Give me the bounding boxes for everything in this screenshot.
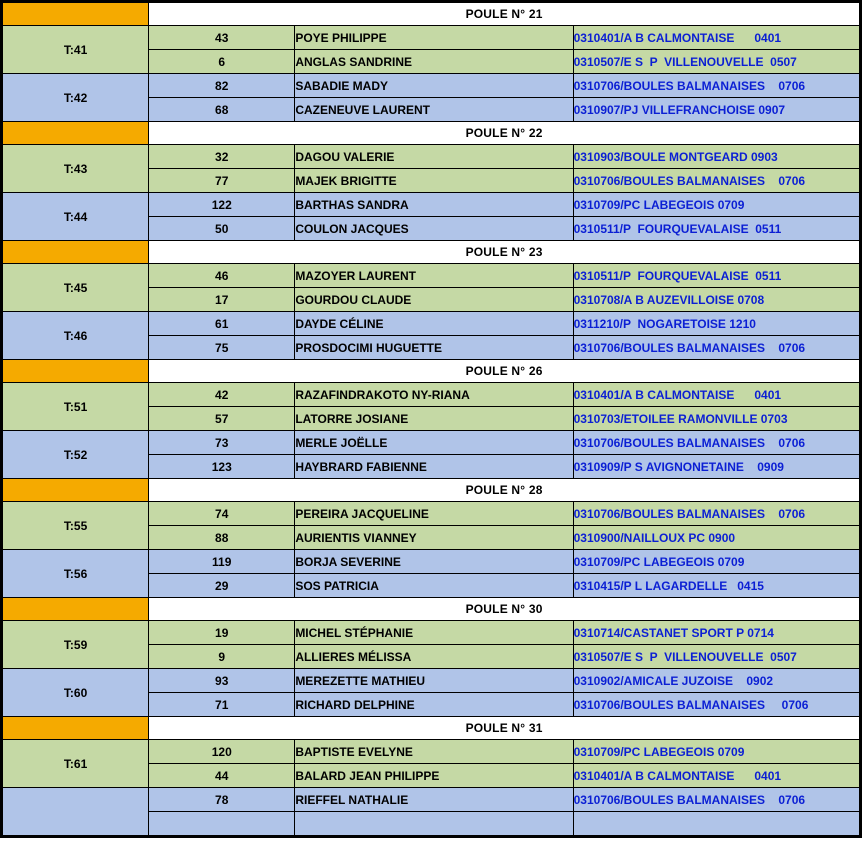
table-row	[3, 669, 860, 693]
team-label: T:59	[3, 621, 149, 669]
player-number: 32	[149, 145, 295, 169]
poule-title: POULE N° 23	[149, 241, 860, 264]
player-number: 9	[149, 645, 295, 669]
poule-header-row	[3, 479, 860, 502]
player-club: 0310708/A B AUZEVILLOISE 0708	[573, 288, 859, 312]
player-name: RAZAFINDRAKOTO NY-RIANA	[295, 383, 573, 407]
player-number: 78	[149, 788, 295, 812]
player-number: 46	[149, 264, 295, 288]
player-number: 73	[149, 431, 295, 455]
table-row	[3, 74, 860, 98]
player-club: 0310401/A B CALMONTAISE 0401	[573, 26, 859, 50]
player-club: 0310401/A B CALMONTAISE 0401	[573, 383, 859, 407]
player-club: 0310706/BOULES BALMANAISES 0706	[573, 74, 859, 98]
player-number: 29	[149, 574, 295, 598]
player-name: COULON JACQUES	[295, 217, 573, 241]
table-row	[3, 740, 860, 764]
player-club: 0310706/BOULES BALMANAISES 0706	[573, 502, 859, 526]
player-name: MICHEL STÉPHANIE	[295, 621, 573, 645]
poule-title: POULE N° 31	[149, 717, 860, 740]
player-name: GOURDOU CLAUDE	[295, 288, 573, 312]
player-club: 0310415/P L LAGARDELLE 0415	[573, 574, 859, 598]
player-name: HAYBRARD FABIENNE	[295, 455, 573, 479]
player-name: PROSDOCIMI HUGUETTE	[295, 336, 573, 360]
poule-header-row	[3, 241, 860, 264]
player-club: 0310709/PC LABEGEOIS 0709	[573, 550, 859, 574]
player-number: 120	[149, 740, 295, 764]
player-name: BALARD JEAN PHILIPPE	[295, 764, 573, 788]
table-row	[3, 193, 860, 217]
team-label: T:41	[3, 26, 149, 74]
player-club	[573, 812, 859, 836]
team-label: T:44	[3, 193, 149, 241]
player-club: 0310903/BOULE MONTGEARD 0903	[573, 145, 859, 169]
table-row	[3, 26, 860, 50]
player-number: 77	[149, 169, 295, 193]
poule-tag	[3, 3, 149, 26]
player-name: POYE PHILIPPE	[295, 26, 573, 50]
player-number: 43	[149, 26, 295, 50]
table-row	[3, 431, 860, 455]
table-row	[3, 145, 860, 169]
table-row	[3, 550, 860, 574]
player-name: RIEFFEL NATHALIE	[295, 788, 573, 812]
poules-table-body	[3, 3, 860, 836]
player-number	[149, 812, 295, 836]
player-number: 88	[149, 526, 295, 550]
table-row	[3, 312, 860, 336]
player-number: 44	[149, 764, 295, 788]
poule-tag	[3, 360, 149, 383]
player-club: 0311210/P NOGARETOISE 1210	[573, 312, 859, 336]
poule-tag	[3, 122, 149, 145]
player-number: 82	[149, 74, 295, 98]
team-label: T:56	[3, 550, 149, 598]
player-name: BORJA SEVERINE	[295, 550, 573, 574]
player-name: MERLE JOËLLE	[295, 431, 573, 455]
player-name: BAPTISTE EVELYNE	[295, 740, 573, 764]
player-name: BARTHAS SANDRA	[295, 193, 573, 217]
player-club: 0310902/AMICALE JUZOISE 0902	[573, 669, 859, 693]
poule-title: POULE N° 30	[149, 598, 860, 621]
player-name: DAYDE CÉLINE	[295, 312, 573, 336]
poule-header-row	[3, 360, 860, 383]
poule-tag	[3, 717, 149, 740]
player-name: AURIENTIS VIANNEY	[295, 526, 573, 550]
poule-title: POULE N° 26	[149, 360, 860, 383]
player-number: 123	[149, 455, 295, 479]
player-number: 75	[149, 336, 295, 360]
table-row	[3, 264, 860, 288]
player-club: 0310703/ETOILEE RAMONVILLE 0703	[573, 407, 859, 431]
player-club: 0310706/BOULES BALMANAISES 0706	[573, 169, 859, 193]
player-name: MAZOYER LAURENT	[295, 264, 573, 288]
player-number: 42	[149, 383, 295, 407]
team-label: T:52	[3, 431, 149, 479]
table-row	[3, 502, 860, 526]
player-name: SOS PATRICIA	[295, 574, 573, 598]
player-name: DAGOU VALERIE	[295, 145, 573, 169]
player-number: 57	[149, 407, 295, 431]
player-club: 0310900/NAILLOUX PC 0900	[573, 526, 859, 550]
player-club: 0310507/E S P VILLENOUVELLE 0507	[573, 50, 859, 74]
player-number: 19	[149, 621, 295, 645]
player-number: 68	[149, 98, 295, 122]
player-name	[295, 812, 573, 836]
player-number: 74	[149, 502, 295, 526]
player-name: MEREZETTE MATHIEU	[295, 669, 573, 693]
player-name: RICHARD DELPHINE	[295, 693, 573, 717]
poule-title: POULE N° 21	[149, 3, 860, 26]
player-number: 93	[149, 669, 295, 693]
player-name: SABADIE MADY	[295, 74, 573, 98]
team-label: T:60	[3, 669, 149, 717]
poule-tag	[3, 241, 149, 264]
poule-tag	[3, 598, 149, 621]
player-club: 0310907/PJ VILLEFRANCHOISE 0907	[573, 98, 859, 122]
team-label: T:55	[3, 502, 149, 550]
team-label	[3, 788, 149, 836]
player-name: CAZENEUVE LAURENT	[295, 98, 573, 122]
poules-table	[2, 2, 860, 836]
player-number: 17	[149, 288, 295, 312]
player-club: 0310909/P S AVIGNONETAINE 0909	[573, 455, 859, 479]
player-number: 71	[149, 693, 295, 717]
player-club: 0310709/PC LABEGEOIS 0709	[573, 193, 859, 217]
poule-tag	[3, 479, 149, 502]
poule-header-row	[3, 717, 860, 740]
player-number: 122	[149, 193, 295, 217]
team-label: T:46	[3, 312, 149, 360]
table-row	[3, 383, 860, 407]
player-number: 50	[149, 217, 295, 241]
poule-title: POULE N° 28	[149, 479, 860, 502]
player-club: 0310706/BOULES BALMANAISES 0706	[573, 788, 859, 812]
player-club: 0310714/CASTANET SPORT P 0714	[573, 621, 859, 645]
player-club: 0310709/PC LABEGEOIS 0709	[573, 740, 859, 764]
player-number: 119	[149, 550, 295, 574]
player-club: 0310401/A B CALMONTAISE 0401	[573, 764, 859, 788]
player-club: 0310507/E S P VILLENOUVELLE 0507	[573, 645, 859, 669]
table-row	[3, 788, 860, 812]
poule-header-row	[3, 3, 860, 26]
player-club: 0310706/BOULES BALMANAISES 0706	[573, 693, 859, 717]
player-name: ALLIERES MÉLISSA	[295, 645, 573, 669]
player-club: 0310511/P FOURQUEVALAISE 0511	[573, 217, 859, 241]
player-name: ANGLAS SANDRINE	[295, 50, 573, 74]
player-name: LATORRE JOSIANE	[295, 407, 573, 431]
player-club: 0310511/P FOURQUEVALAISE 0511	[573, 264, 859, 288]
team-label: T:61	[3, 740, 149, 788]
player-number: 61	[149, 312, 295, 336]
poule-title: POULE N° 22	[149, 122, 860, 145]
player-name: MAJEK BRIGITTE	[295, 169, 573, 193]
player-club: 0310706/BOULES BALMANAISES 0706	[573, 336, 859, 360]
team-label: T:42	[3, 74, 149, 122]
player-name: PEREIRA JACQUELINE	[295, 502, 573, 526]
poule-header-row	[3, 598, 860, 621]
table-row	[3, 621, 860, 645]
team-label: T:51	[3, 383, 149, 431]
team-label: T:43	[3, 145, 149, 193]
poule-header-row	[3, 122, 860, 145]
team-label: T:45	[3, 264, 149, 312]
player-club: 0310706/BOULES BALMANAISES 0706	[573, 431, 859, 455]
player-number: 6	[149, 50, 295, 74]
